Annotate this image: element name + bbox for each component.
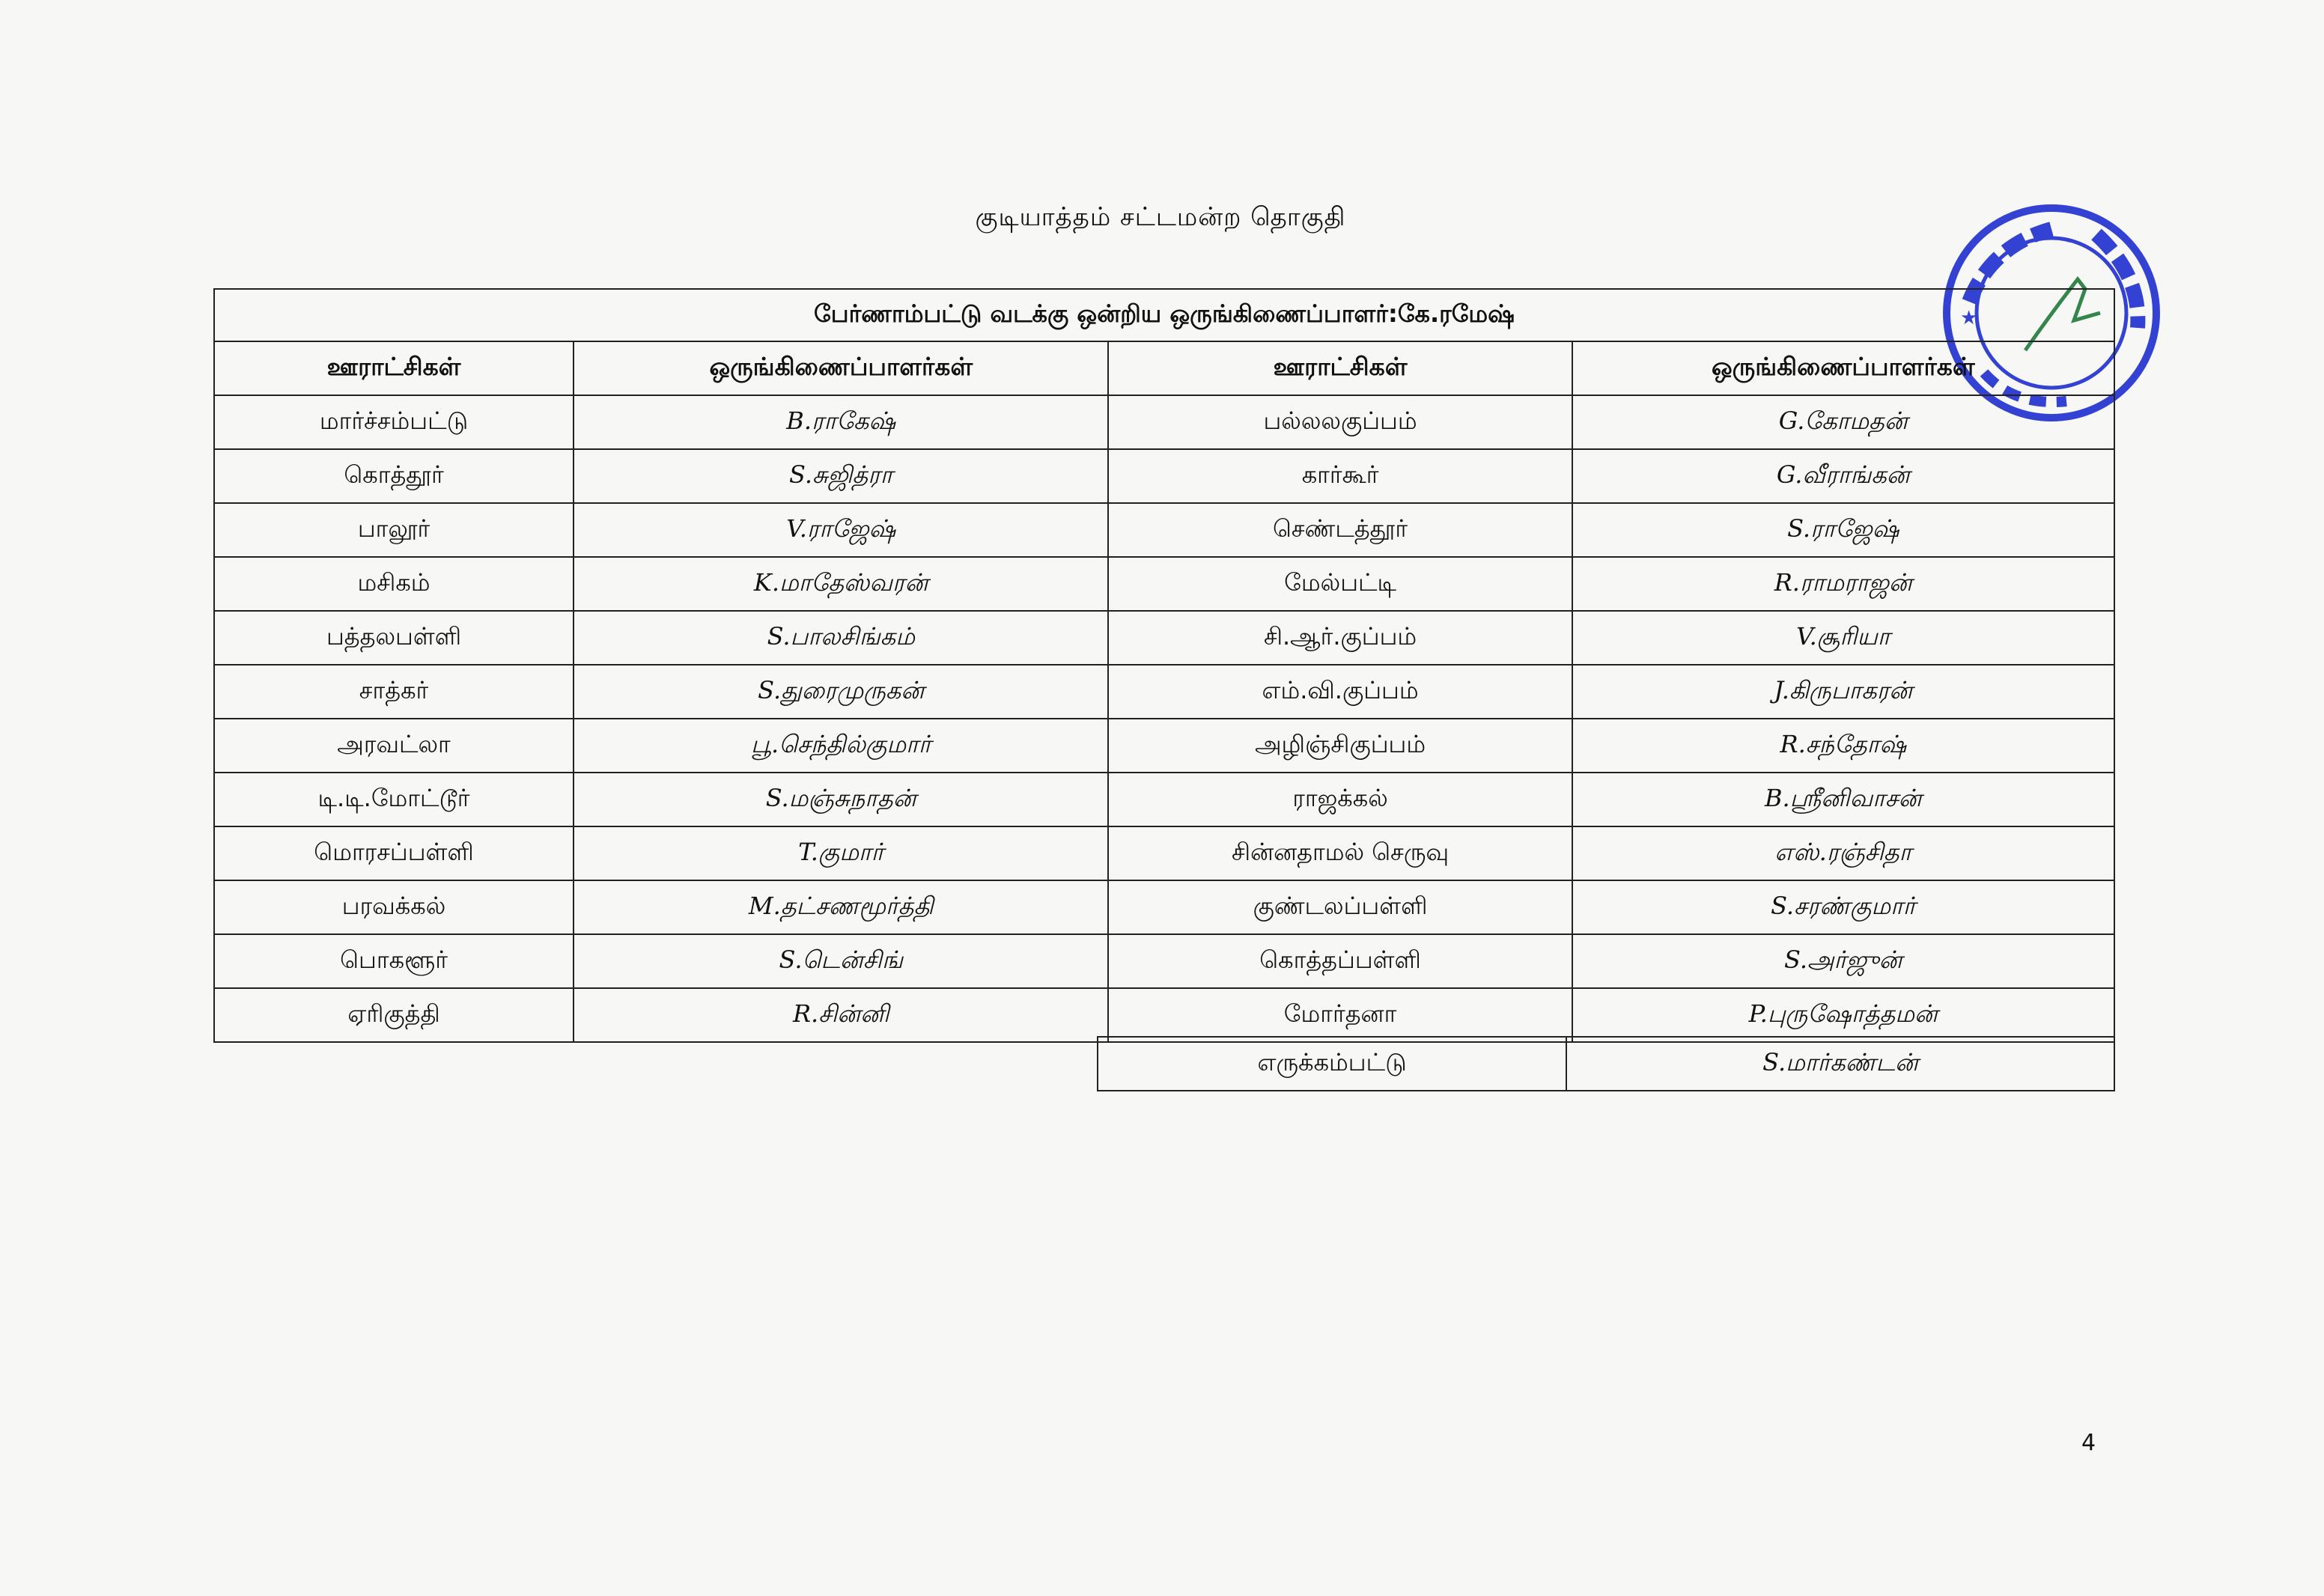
coordinator-cell: M.தட்சணமூர்த்தி: [574, 880, 1108, 934]
panchayat-cell: ஏரிகுத்தி: [214, 988, 574, 1042]
coordinator-cell: G.வீராங்கன்: [1572, 449, 2114, 503]
coordinator-cell: பூ.செந்தில்குமார்: [574, 719, 1108, 773]
panchayat-cell: மொரசப்பள்ளி: [214, 826, 574, 880]
panchayat-cell: ராஜக்கல்: [1108, 773, 1572, 826]
table-row: [214, 719, 2114, 773]
coordinator-cell: V.ராஜேஷ்: [574, 503, 1108, 557]
coordinator-cell: S.ராஜேஷ்: [1572, 503, 2114, 557]
coordinator-cell: V.சூரியா: [1572, 611, 2114, 665]
banner-row: [214, 289, 2114, 341]
coordinator-cell: S.அர்ஜுன்: [1572, 934, 2114, 988]
coordinator-cell: K.மாதேஸ்வரன்: [574, 557, 1108, 611]
panchayat-cell: டி.டி.மோட்டூர்: [214, 773, 574, 826]
coordinator-cell: S.பாலசிங்கம்: [574, 611, 1108, 665]
coordinator-cell: R.ராமராஜன்: [1572, 557, 2114, 611]
coordinator-cell: S.சரண்குமார்: [1572, 880, 2114, 934]
coordinator-cell: J.கிருபாகரன்: [1572, 665, 2114, 719]
coordinator-cell: B.ராகேஷ்: [574, 395, 1108, 449]
table-row: [214, 665, 2114, 719]
panchayat-cell: மேல்பட்டி: [1108, 557, 1572, 611]
panchayat-cell: சி.ஆர்.குப்பம்: [1108, 611, 1572, 665]
coordinator-cell: B.ஸ்ரீனிவாசன்: [1572, 773, 2114, 826]
table-row: [214, 826, 2114, 880]
coordinator-cell: S.சுஜித்ரா: [574, 449, 1108, 503]
panchayat-cell: பல்லலகுப்பம்: [1108, 395, 1572, 449]
table-row: [214, 503, 2114, 557]
panchayat-cell: அழிஞ்சிகுப்பம்: [1108, 719, 1572, 773]
svg-text:★: ★: [1960, 307, 1978, 329]
header-coordinators-1: ஒருங்கிணைப்பாளர்கள்: [574, 341, 1108, 395]
panchayat-cell: பரவக்கல்: [214, 880, 574, 934]
header-row: [214, 341, 2114, 395]
coordinator-cell: G.கோமதன்: [1572, 395, 2114, 449]
panchayat-cell: எம்.வி.குப்பம்: [1108, 665, 1572, 719]
table-row: [214, 449, 2114, 503]
header-panchayats-2: ஊராட்சிகள்: [1108, 341, 1572, 395]
table-row: [214, 934, 2114, 988]
table-row: [214, 611, 2114, 665]
coordinator-cell: R.சந்தோஷ்: [1572, 719, 2114, 773]
table-row: [214, 988, 2114, 1042]
coordinator-cell: R.சின்னி: [574, 988, 1108, 1042]
coordinator-cell: S.மஞ்சுநாதன்: [574, 773, 1108, 826]
table-row: [214, 880, 2114, 934]
coordinator-cell: P.புருஷோத்தமன்: [1572, 988, 2114, 1042]
coordinator-cell: S.டென்சிங்: [574, 934, 1108, 988]
panchayat-cell: செண்டத்தூர்: [1108, 503, 1572, 557]
coordinator-cell: S.மார்கண்டன்: [1566, 1037, 2114, 1091]
panchayat-cell: சின்னதாமல் செருவு: [1108, 826, 1572, 880]
panchayat-cell: அரவட்லா: [214, 719, 574, 773]
panchayat-cell: குண்டலப்பள்ளி: [1108, 880, 1572, 934]
panchayat-cell: மார்ச்சம்பட்டு: [214, 395, 574, 449]
coordinator-cell: எஸ்.ரஞ்சிதா: [1572, 826, 2114, 880]
coordinator-cell: T.குமார்: [574, 826, 1108, 880]
coordinators-table: [213, 288, 2115, 1043]
panchayat-cell: மோர்தனா: [1108, 988, 1572, 1042]
header-panchayats-1: ஊராட்சிகள்: [214, 341, 574, 395]
panchayat-cell: கொத்தூர்: [214, 449, 574, 503]
coordinator-cell: S.துரைமுருகன்: [574, 665, 1108, 719]
panchayat-cell: பத்தலபள்ளி: [214, 611, 574, 665]
union-coordinator-banner: பேர்ணாம்பட்டு வடக்கு ஒன்றிய ஒருங்கிணைப்பாளர்:கே.ரமேஷ்: [214, 289, 2114, 341]
panchayat-cell: கார்கூர்: [1108, 449, 1572, 503]
panchayat-cell: சாத்கர்: [214, 665, 574, 719]
table-row: [214, 395, 2114, 449]
extra-row-table: [1097, 1036, 2115, 1091]
page-number: 4: [2081, 1430, 2096, 1456]
table-row: [214, 773, 2114, 826]
panchayat-cell: பாலூர்: [214, 503, 574, 557]
panchayat-cell: எருக்கம்பட்டு: [1098, 1037, 1566, 1091]
table-row: [1098, 1037, 2114, 1091]
page-title: குடியாத்தம் சட்டமன்ற தொகுதி: [975, 202, 1346, 232]
header-coordinators-2: ஒருங்கிணைப்பாளர்கள்: [1572, 341, 2114, 395]
panchayat-cell: கொத்தப்பள்ளி: [1108, 934, 1572, 988]
panchayat-cell: மசிகம்: [214, 557, 574, 611]
panchayat-cell: பொகளூர்: [214, 934, 574, 988]
table-row: [214, 557, 2114, 611]
